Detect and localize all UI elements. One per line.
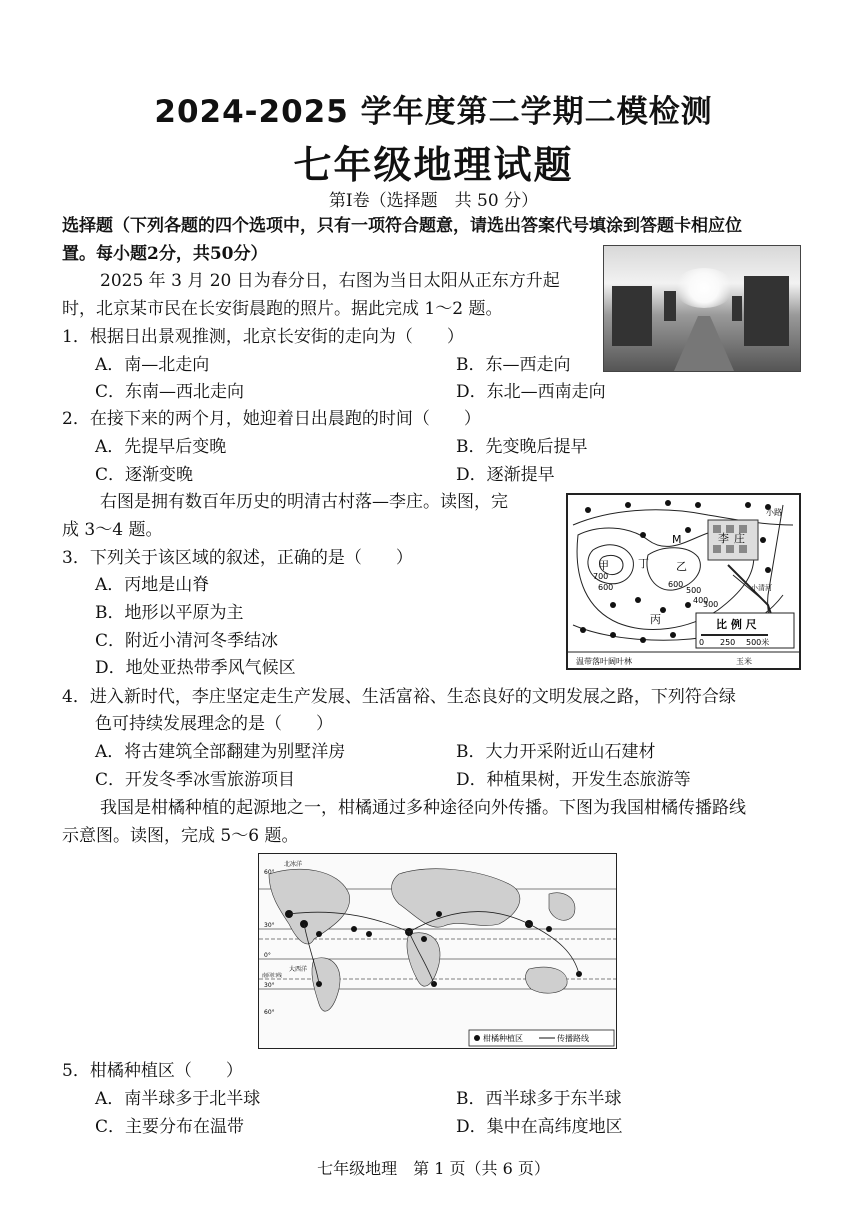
contour-700: 700 [593, 572, 609, 581]
q1-stem: 1．根据日出景观推测，北京长安街的走向为（ ） [62, 327, 464, 347]
q4-option-a: A．将古建筑全部翻建为别墅洋房 [95, 742, 346, 762]
scale-tick-500: 500米 [746, 638, 770, 647]
citrus-spread-world-map [258, 853, 617, 1049]
legend-citrus-area: 柑橘种植区 [483, 1034, 523, 1043]
q4-option-b: B．大力开采附近山石建材 [456, 742, 656, 762]
q1-option-b: B．东—西走向 [456, 355, 571, 375]
q3-option-c: C．附近小清河冬季结冰 [95, 631, 279, 651]
label-river: 小清河 [751, 584, 772, 592]
passage1-line1: 2025 年 3 月 20 日为春分日，右图为当日太阳从正东方升起 [100, 271, 560, 291]
lat-label-0: 0° [264, 952, 271, 959]
passage3-line1: 我国是柑橘种植的起源地之一，柑橘通过多种途径向外传播。下图为我国柑橘传播路线 [100, 798, 746, 818]
q5-stem: 5．柑橘种植区（ ） [62, 1061, 243, 1081]
label-li: 李 [718, 532, 729, 545]
section-heading: 第Ⅰ卷（选择题 共 50 分） [328, 191, 539, 211]
q2-option-d: D．逐渐提早 [456, 465, 555, 485]
passage2-line2: 成 3～4 题。 [62, 520, 163, 540]
q1-option-d: D．东北—西南走向 [456, 382, 606, 402]
contour-300: 300 [703, 600, 719, 609]
lat-label-30s: 30° [264, 982, 275, 989]
q2-option-b: B．先变晚后提早 [456, 437, 588, 457]
label-road: 小路 [766, 508, 782, 517]
q1-option-a: A．南—北走向 [95, 355, 210, 375]
contour-500: 500 [686, 586, 702, 595]
lat-label-60s: 60° [264, 1009, 275, 1016]
contour-400: 400 [693, 596, 709, 605]
q5-option-d: D．集中在高纬度地区 [456, 1117, 623, 1137]
page-footer: 七年级地理 第 1 页（共 6 页） [317, 1159, 550, 1178]
label-ding: 丁 [638, 557, 649, 570]
label-yi: 乙 [676, 560, 687, 573]
lat-label-30n: 30° [264, 922, 275, 929]
ocean-label-atlantic: 大西洋 [289, 966, 308, 973]
q2-option-c: C．逐渐变晚 [95, 465, 194, 485]
scale-tick-0: 0 [699, 638, 705, 647]
q3-option-a: A．丙地是山脊 [95, 575, 210, 595]
legend-spread-route: 传播路线 [557, 1034, 589, 1043]
q2-stem: 2．在接下来的两个月，她迎着日出晨跑的时间（ ） [62, 409, 481, 429]
lat-label-60n: 60° [264, 869, 275, 876]
q4-stem-line2: 色可持续发展理念的是（ ） [95, 714, 333, 734]
ocean-label-arctic: 北冰洋 [284, 861, 303, 868]
q4-stem-line1: 4．进入新时代，李庄坚定走生产发展、生活富裕、生态良好的文明发展之路，下列符合绿 [62, 687, 736, 707]
label-m: M [672, 533, 682, 546]
q5-option-c: C．主要分布在温带 [95, 1117, 245, 1137]
q1-option-c: C．东南—西北走向 [95, 382, 245, 402]
q3-option-d: D．地处亚热带季风气候区 [95, 658, 296, 678]
passage1-line2: 时，北京某市民在长安街晨跑的照片。据此完成 1～2 题。 [62, 299, 503, 319]
q4-option-d: D．种植果树，开发生态旅游等 [456, 770, 691, 790]
scale-title: 比 例 尺 [716, 618, 757, 631]
q5-option-b: B．西半球多于东半球 [456, 1089, 622, 1109]
exam-subtitle: 七年级地理试题 [293, 143, 574, 187]
legend-corn: 玉米 [736, 657, 752, 666]
q4-option-c: C．开发冬季冰雪旅游项目 [95, 770, 296, 790]
label-bing: 丙 [650, 613, 661, 626]
legend-forest: 温带落叶阔叶林 [576, 657, 632, 666]
instructions-line1: 选择题（下列各题的四个选项中，只有一项符合题意，请选出答案代号填涂到答题卡相应位 [62, 216, 742, 236]
label-tropic-capricorn: 南回归线 [262, 973, 283, 979]
q3-option-b: B．地形以平原为主 [95, 603, 244, 623]
exam-title: 2024-2025 学年度第二学期二模检测 [154, 94, 713, 130]
passage3-line2: 示意图。读图，完成 5～6 题。 [62, 826, 299, 846]
passage2-line1: 右图是拥有数百年历史的明清古村落—李庄。读图，完 [100, 492, 508, 512]
label-zhuang: 庄 [734, 532, 745, 545]
contour-600-b: 600 [668, 580, 684, 589]
q2-option-a: A．先提早后变晚 [95, 437, 227, 457]
lizhuang-contour-map [566, 493, 801, 670]
q3-stem: 3．下列关于该区域的叙述，正确的是（ ） [62, 548, 413, 568]
sunrise-photo [603, 245, 801, 372]
instructions-line2: 置。每小题2分，共50分） [62, 244, 268, 264]
label-jia: 甲 [598, 559, 609, 572]
q5-option-a: A．南半球多于北半球 [95, 1089, 261, 1109]
scale-tick-250: 250 [720, 638, 736, 647]
sun-glare [674, 268, 734, 308]
contour-600-a: 600 [598, 583, 614, 592]
